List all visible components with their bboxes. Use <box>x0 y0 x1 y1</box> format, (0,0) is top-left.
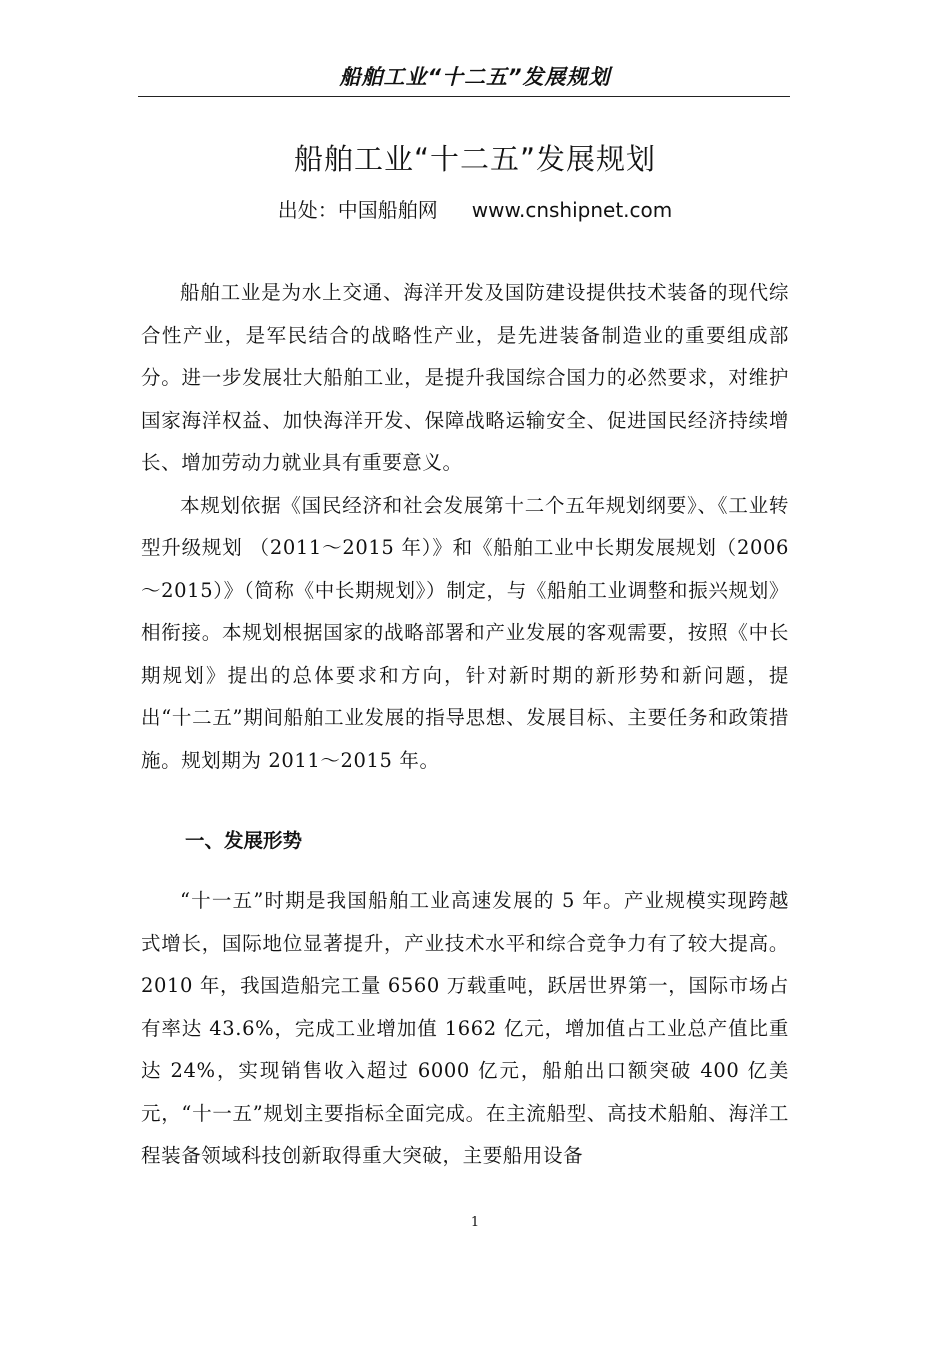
document-body <box>141 272 789 1178</box>
source-line <box>0 195 950 225</box>
page-number: 1 <box>470 1215 480 1230</box>
running-header: 船舶工业“十二五”发展规划 <box>339 65 611 89</box>
intro-paragraph-2: 本规划依据《国民经济和社会发展第十二个五年规划纲要》、《工业转型升级规划 （2011～2015 年）》和《船舶工业中长期发展规划（2006～2015）》（简称《中长期规划》）制定，与《船舶工业调整和振兴规划》相衔接。本规划根据国家的战略部署和产业发展的客观需要，按照《中长期规划》提出的总体要求和方向，针对新时期的新形势和新问题，提出“十二五”期间船舶工业发展的指导思想、发展目标、主要任务和政策措施。规划期为 2011～2015 年。 <box>141 493 789 772</box>
document-title: 船舶工业“十二五”发展规划 <box>293 142 657 176</box>
section-paragraph: “十一五”时期是我国船舶工业高速发展的 5 年。产业规模实现跨越式增长，国际地位显著提升，产业技术水平和综合竞争力有了较大提高。2010 年，我国造船完工量 6560 万载重吨，跃居世界第一，国际市场占有率达 43.6%，完成工业增加值 1662 亿元，增加值占工业总产值比重达 24%，实现销售收入超过 6000 亿元，船舶出口额突破 400 亿美元，“十一五”规划主要指标全面完成。在主流船型、高技术船舶、海洋工程装备领域科技创新取得重大突破，主要船用设备 <box>141 889 789 1167</box>
intro-paragraph-1: 船舶工业是为水上交通、海洋开发及国防建设提供技术装备的现代综合性产业，是军民结合的战略性产业，是先进装备制造业的重要组成部分。进一步发展壮大船舶工业，是提升我国综合国力的必然要求，对维护国家海洋权益、加快海洋开发、保障战略运输安全、促进国民经济持续增长、增加劳动力就业具有重要意义。 <box>141 281 789 474</box>
source-label: 出处：中国船舶网 <box>277 198 438 222</box>
source-url: www.cnshipnet.com <box>471 198 673 222</box>
header-rule <box>138 96 790 97</box>
section-heading: 一、发展形势 <box>185 829 303 852</box>
